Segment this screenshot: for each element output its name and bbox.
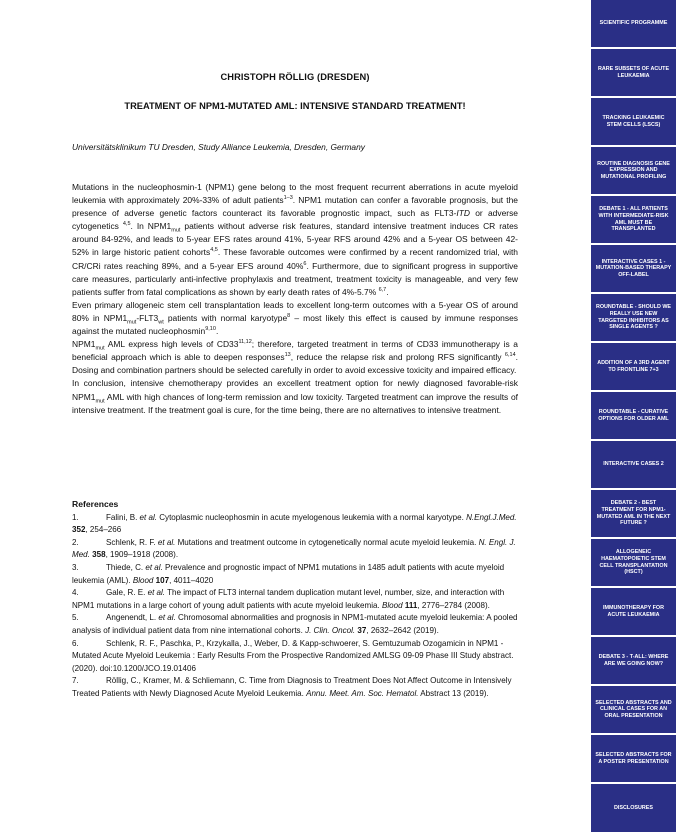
paragraph-3: $NPM1_{mut}$ AML express high levels of CD33$^{11,12}$; therefore, targeted treatment in terms of CD33 immunotherapy is a beneficial approach which is able to deepen responses$^{13}$, reduce the relapse risk and prolong RFS significantly $^{6,14}$. Dosing and combination partners should be selected carefully in order to avoid excessive toxicity and impaired efficacy. xyxy=(72,339,518,376)
nav-debate-1[interactable]: DEBATE 1 - ALL PATIENTS WITH INTERMEDIATE-RISK AML MUST BE TRANSPLANTED xyxy=(591,196,676,243)
nav-oral-abstracts[interactable]: SELECTED ABSTRACTS AND CLINICAL CASES FOR AN ORAL PRESENTATION xyxy=(591,686,676,733)
nav-roundtable-inhibitors[interactable]: ROUNDTABLE - SHOULD WE REALLY USE NEW TARGETED INHIBITORS AS SINGLE AGENTS ? xyxy=(591,294,676,341)
abstract-body xyxy=(72,181,518,417)
paper-title: TREATMENT OF NPM1-MUTATED AML: INTENSIVE STANDARD TREATMENT! xyxy=(124,101,466,111)
reference-item: 5. Angenendt, L. et al. Chromosomal abnormalities and prognosis in NPM1-mutated acute myeloid leukemia: A pooled analysis of individual patient data from nine international cohorts. J. Clin. Oncol. 37, 2632–2642 (2019). xyxy=(72,613,518,635)
affiliation: Universitätsklinikum TU Dresden, Study Alliance Leukemia, Dresden, Germany xyxy=(72,142,365,152)
paragraph-1: Mutations in the nucleophosmin-1 (NPM1) gene belong to the most frequent recurrent aberrations in acute myeloid leukemia with approximately 20%-33% of adult patients$^{1-3}$. NPM1 mutation can confer a favorable prognosis, but the presence of adverse genetic factors counteract its favorable prognostic impact, such as FLT3-ITD or adverse cytogenetics $^{4,5}$. In $NPM1_{mut}$ patients without adverse risk features, standard intensive treatment induces CR rates around 84-92%, and leads to 5-year EFS rates around 41%, 5-year RFS around 42% and a 5-year OS between 42-52% in large historic patient cohorts$^{4,5}$. These favorable outcomes were confirmed by a recent randomized trial, with CR/CRi rates reaching 89%, and a 5-year EFS around 40%$^6$. Furthermore, due to significant progress in supportive care measures, particularly anti-infective prophylaxis and treatment, treatment toxicity is manageable, and very few patients suffer from fatal complications as shown by early death rates of 4%-5.7% $^{6,7}$. xyxy=(72,182,519,297)
paragraph-4: In conclusion, intensive chemotherapy provides an excellent treatment option for newly diagnosed favorable-risk $NPM1_{mut}$ AML with high chances of long-term remission and low toxicity. Targeted treatment can improve the results of intensive treatment. If the treatment goal is cure, for the time being, there are no alternatives to intensive treatment. xyxy=(72,378,518,415)
paragraph-2: Even primary allogeneic stem cell transplantation leads to excellent long-term outcomes with a 5-year OS of around 80% in $NPM1_{mut}-FLT3_{wt}$ patients with normal karyotype$^8$ – most likely this effect is caused by immune responses against the mutated nucleophosmin$^{9,10}$. xyxy=(72,299,518,337)
reference-item: 1. Falini, B. et al. Cytoplasmic nucleophosmin in acute myelogenous leukemia with a normal karyotype. N.Engl.J.Med. 352, 254–266 xyxy=(72,512,517,535)
nav-rare-subsets[interactable]: RARE SUBSETS OF ACUTE LEUKAEMIA xyxy=(591,49,676,96)
section-navigation-sidebar xyxy=(591,0,676,832)
nav-debate-3[interactable]: DEBATE 3 - T-ALL: WHERE ARE WE GOING NOW? xyxy=(591,637,676,684)
nav-routine-diagnosis[interactable]: ROUTINE DIAGNOSIS GENE EXPRESSION AND MUTATIONAL PROFILING xyxy=(591,147,676,194)
reference-item: 6. Schlenk, R. F., Paschka, P., Krzykalla, J., Weber, D. & Kapp-schwoerer, S. Gemtuzumab Ozogamicin in NPM1 -Mutated Acute Myeloid Leukemia : Early Results From the Prospective Randomized AMLSG 09-09 Phase III Study abstract. (2020). doi:10.1200/JCO.19.01406 xyxy=(72,638,514,673)
reference-item: 2. Schlenk, R. F. et al. Mutations and treatment outcome in cytogenetically normal acute myeloid leukemia. N. Engl. J. Med. 358, 1909–1918 (2008). xyxy=(72,537,516,560)
nav-allogeneic-hsct[interactable]: ALLOGENEIC HAEMATOPOIETIC STEM CELL TRANSPLANTATION (HSCT) xyxy=(591,539,676,586)
nav-interactive-cases-2[interactable]: INTERACTIVE CASES 2 xyxy=(591,441,676,488)
author-heading: CHRISTOPH RÖLLIG (DRESDEN) xyxy=(220,72,370,82)
nav-third-agent[interactable]: ADDITION OF A 3RD AGENT TO FRONTLINE 7+3 xyxy=(591,343,676,390)
reference-item: 7. Röllig, C., Kramer, M. & Schliemann, C. Time from Diagnosis to Treatment Does Not Affect Outcome in Intensively Treated Patients with Newly Diagnosed Acute Myeloid Leukemia. Annu. Meet. Am. Soc. Hematol. Abstract 13 (2019). xyxy=(72,676,512,698)
nav-debate-2[interactable]: DEBATE 2 - BEST TREATMENT FOR NPM1-MUTATED AML IN THE NEXT FUTURE ? xyxy=(591,490,676,537)
nav-poster-abstracts[interactable]: SELECTED ABSTRACTS FOR A POSTER PRESENTATION xyxy=(591,735,676,782)
nav-roundtable-older-aml[interactable]: ROUNDTABLE - CURATIVE OPTIONS FOR OLDER AML xyxy=(591,392,676,439)
reference-item: 3. Thiede, C. et al. Prevalence and prognostic impact of NPM1 mutations in 1485 adult patients with acute myeloid leukemia (AML). Blood 107, 4011–4020 xyxy=(72,562,505,585)
references-section xyxy=(72,498,518,701)
references-heading: References xyxy=(72,499,119,509)
nav-disclosures[interactable]: DISCLOSURES xyxy=(591,784,676,832)
nav-interactive-cases-1[interactable]: INTERACTIVE CASES 1 - MUTATION-BASED THERAPY OFF-LABEL xyxy=(591,245,676,292)
nav-tracking-lscs[interactable]: TRACKING LEUKAEMIC STEM CELLS (LSCS) xyxy=(591,98,676,145)
reference-item: 4. Gale, R. E. et al. The impact of FLT3 internal tandem duplication mutant level, number, size, and interaction with NPM1 mutations in a large cohort of young adult patients with acute myeloid leukemia. Blood 111, 2776–2784 (2008). xyxy=(72,588,505,610)
nav-immunotherapy[interactable]: IMMUNOTHERAPY FOR ACUTE LEUKAEMIA xyxy=(591,588,676,635)
nav-scientific-programme[interactable]: SCIENTIFIC PROGRAMME xyxy=(591,0,676,47)
